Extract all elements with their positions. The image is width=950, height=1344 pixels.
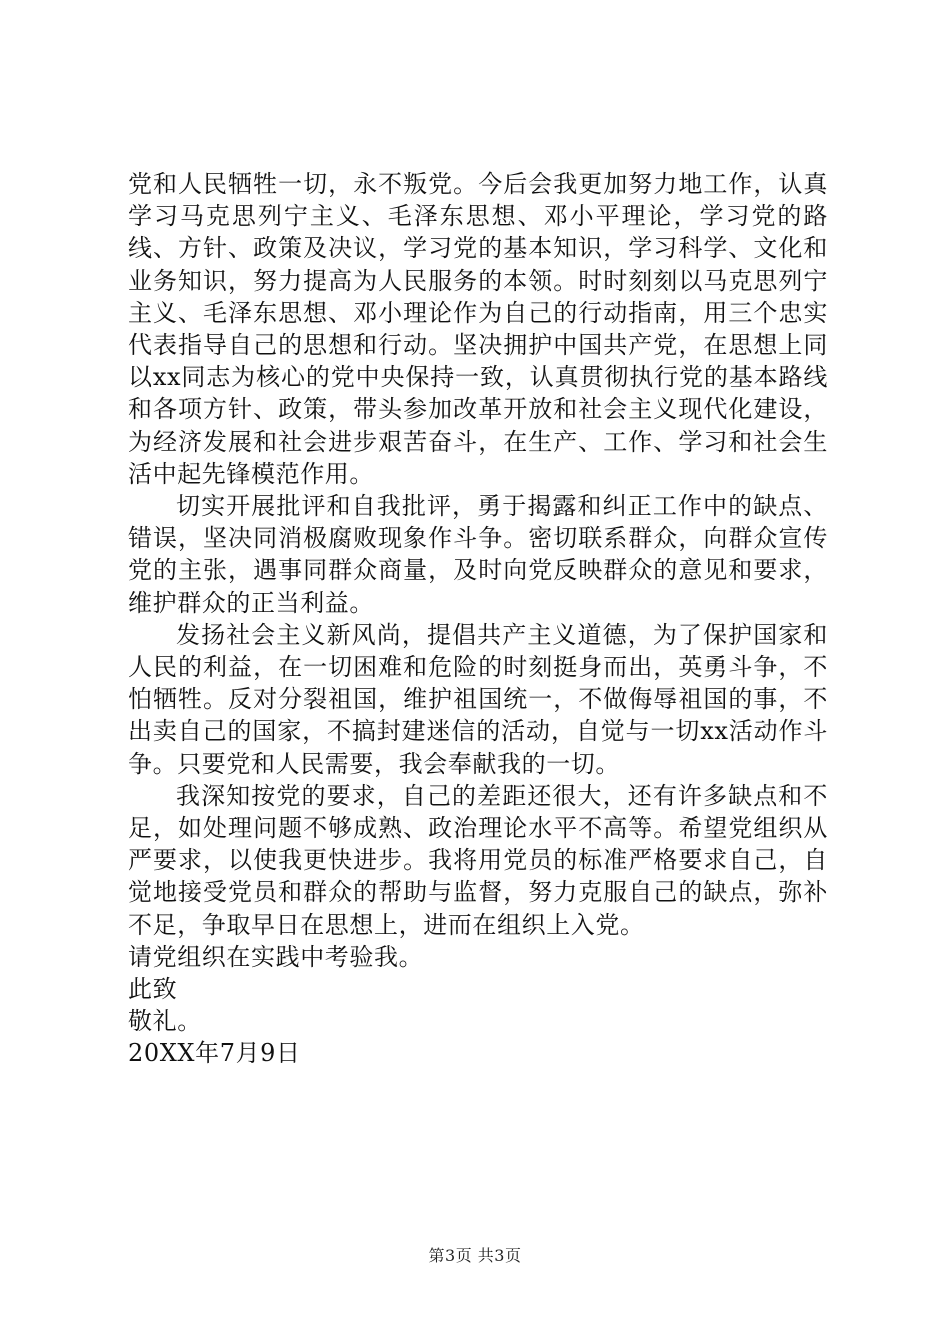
closing-date: 20XX年7月9日: [128, 1039, 301, 1068]
closing-request: 请党组织在实践中考验我。: [128, 942, 424, 971]
closing-salutation: 此致: [128, 975, 178, 1004]
paragraph-2: 切实开展批评和自我批评，勇于揭露和纠正工作中的缺点、错误，坚决同消极腐败现象作斗争。密切联系群众，向群众宣传党的主张，遇事同群众商量，及时向党反映群众的意见和要求，维护群众的正当利益。: [128, 492, 828, 617]
closing-regards: 敬礼。: [128, 1007, 202, 1036]
page-number-footer: 第3页 共3页: [428, 1246, 522, 1265]
letter-body: [128, 168, 828, 1070]
paragraph-3: 发扬社会主义新风尚，提倡共产主义道德，为了保护国家和人民的利益，在一切困难和危险的时刻挺身而出，英勇斗争，不怕牺牲。反对分裂祖国，维护祖国统一，不做侮辱祖国的事，不出卖自己的国家，不搞封建迷信的活动，自觉与一切xx活动作斗争。只要党和人民需要，我会奉献我的一切。: [128, 620, 828, 778]
paragraph-1: 党和人民牺牲一切，永不叛党。今后会我更加努力地工作，认真学习马克思列宁主义、毛泽东思想、邓小平理论，学习党的路线、方针、政策及决议，学习党的基本知识，学习科学、文化和业务知识，努力提高为人民服务的本领。时时刻刻以马克思列宁主义、毛泽东思想、邓小理论作为自己的行动指南，用三个忠实代表指导自己的思想和行动。坚决拥护中国共产党，在思想上同以xx同志为核心的党中央保持一致，认真贯彻执行党的基本路线和各项方针、政策，带头参加改革开放和社会主义现代化建设，为经济发展和社会进步艰苦奋斗，在生产、工作、学习和社会生活中起先锋模范作用。: [128, 170, 828, 488]
paragraph-4: 我深知按党的要求，自己的差距还很大，还有许多缺点和不足，如处理问题不够成熟、政治理论水平不高等。希望党组织从严要求，以使我更快进步。我将用党员的标准严格要求自己，自觉地接受党员和群众的帮助与监督，努力克服自己的缺点，弥补不足，争取早日在思想上，进而在组织上入党。: [128, 781, 828, 939]
